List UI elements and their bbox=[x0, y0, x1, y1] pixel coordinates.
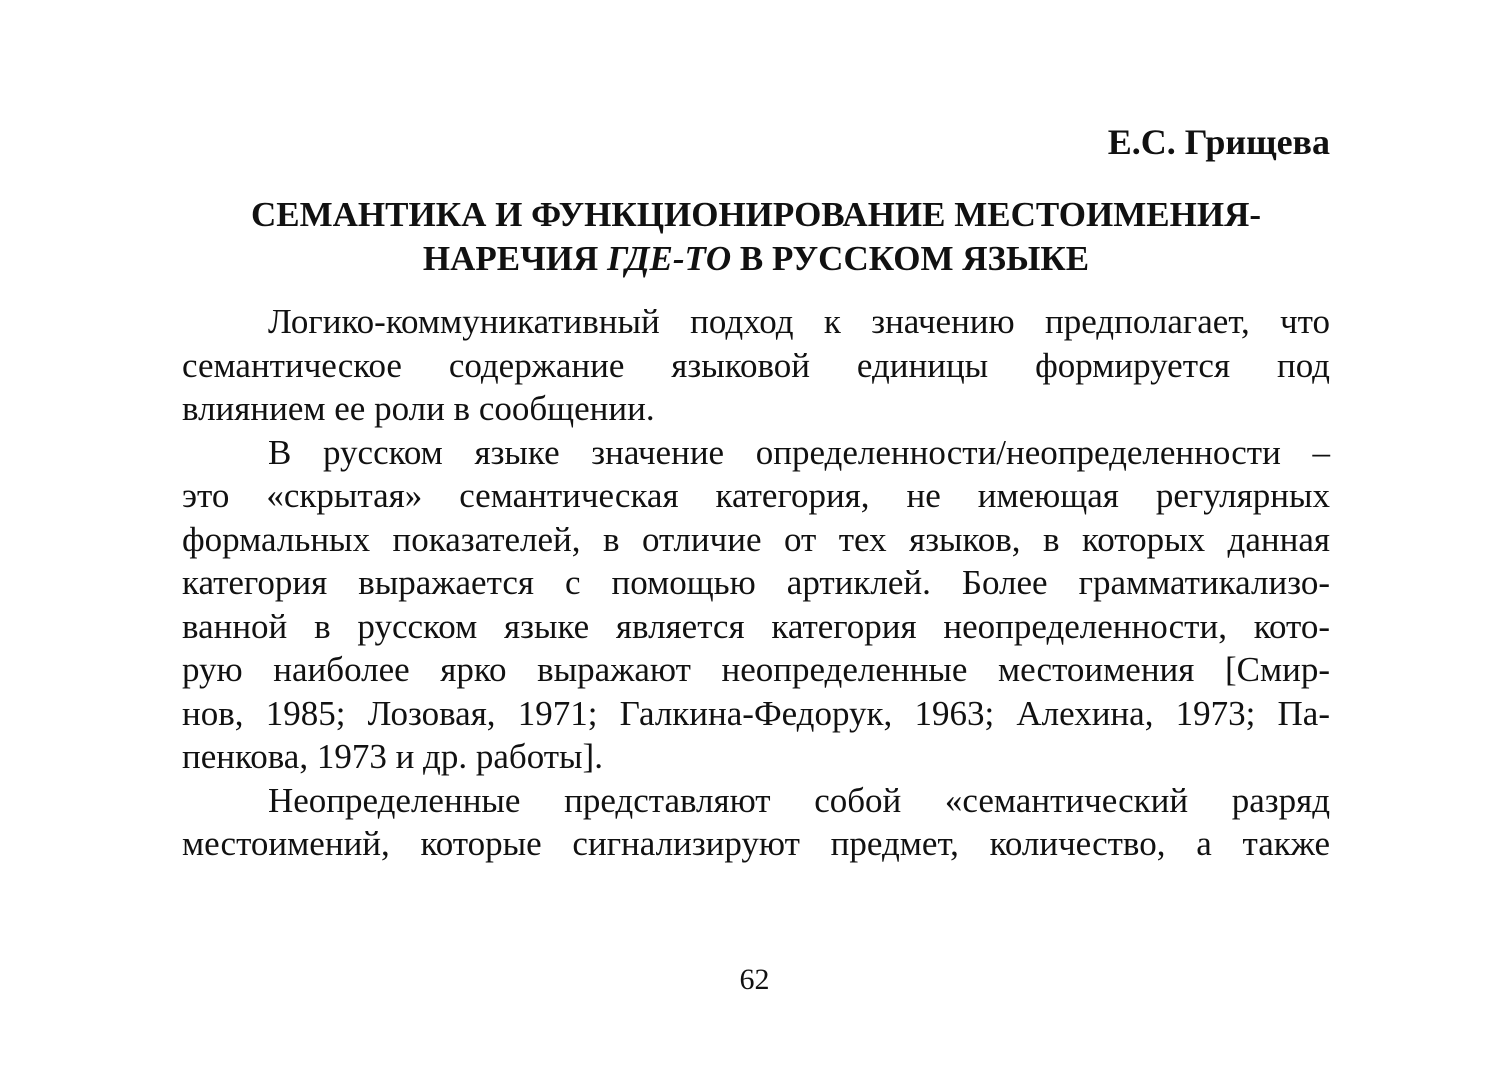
paragraph-line: категория выражается с помощью артиклей. Более грамматикализо- bbox=[182, 563, 1330, 602]
paragraph-line: формальных показателей, в отличие от тех языков, в которых данная bbox=[182, 519, 1330, 559]
paragraph-line: В русском языке значение определенности/неопределенности – bbox=[268, 432, 1330, 472]
paragraph-line: пенкова, 1973 и др. работы]. bbox=[182, 737, 603, 776]
title-italic-term: ГДЕ-ТО bbox=[607, 239, 732, 278]
title-line-2-end: В РУССКОМ ЯЗЫКЕ bbox=[731, 239, 1090, 278]
paragraph-line: влиянием ее роли в сообщении. bbox=[182, 389, 655, 428]
article-body bbox=[182, 300, 1330, 866]
paragraph-line: это «скрытая» семантическая категория, не имеющая регулярных bbox=[182, 476, 1330, 515]
article-title bbox=[182, 193, 1330, 281]
title-line-2-start: НАРЕЧИЯ bbox=[422, 239, 608, 278]
title-line-1: СЕМАНТИКА И ФУНКЦИОНИРОВАНИЕ МЕСТОИМЕНИЯ- bbox=[250, 195, 1261, 234]
paragraph-2 bbox=[182, 431, 1330, 779]
author-name: Е.С. Грищева bbox=[1107, 122, 1330, 162]
title-line-2 bbox=[182, 237, 1330, 281]
paragraph-3 bbox=[182, 779, 1330, 866]
paragraph-line: семантическое содержание языковой единицы формируется под bbox=[182, 345, 1330, 385]
page-number: 62 bbox=[739, 963, 770, 996]
paragraph-line: местоимений, которые сигнализируют предмет, количество, а также bbox=[182, 824, 1330, 863]
paragraph-line: ванной в русском языке является категория неопределенности, кото- bbox=[182, 606, 1330, 646]
paragraph-line: рую наиболее ярко выражают неопределенные местоимения [Смир- bbox=[182, 650, 1330, 689]
paragraph-line: Логико-коммуникативный подход к значению предполагает, что bbox=[268, 302, 1330, 341]
paragraph-line: нов, 1985; Лозовая, 1971; Галкина-Федорук, 1963; Алехина, 1973; Па- bbox=[182, 693, 1330, 733]
paragraph-1 bbox=[182, 300, 1330, 431]
paragraph-line: Неопределенные представляют собой «семантический разряд bbox=[268, 780, 1330, 820]
